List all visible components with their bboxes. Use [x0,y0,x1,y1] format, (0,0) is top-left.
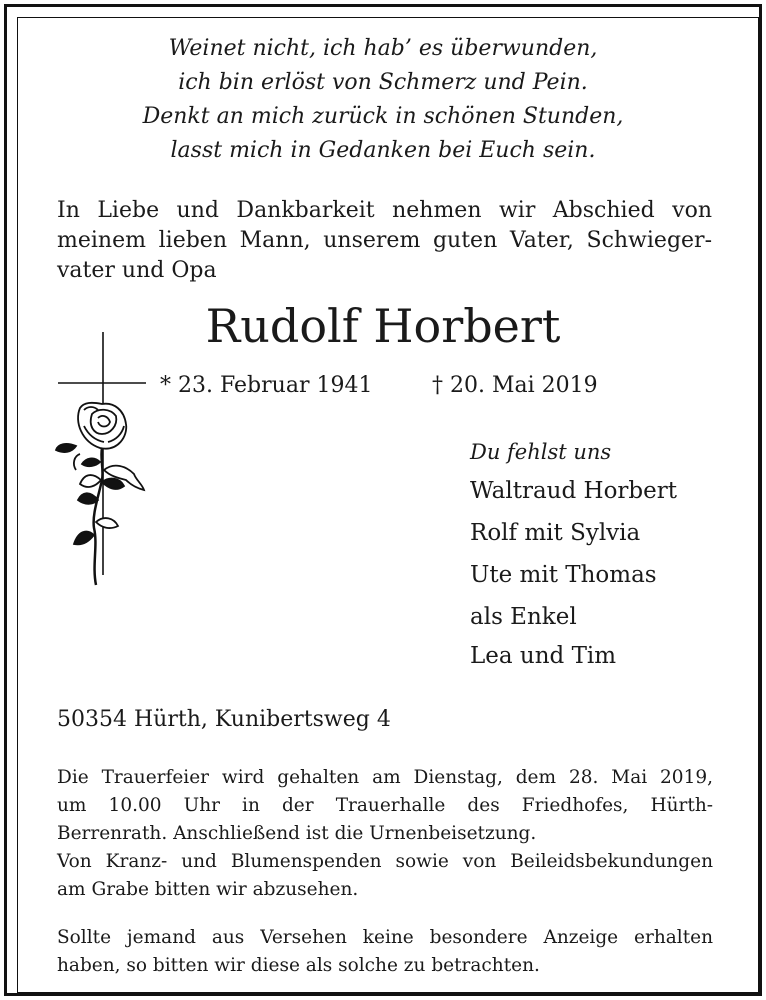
mourner-name: Rolf mit Sylvia [470,520,641,546]
death-date: † 20. Mai 2019 [432,373,598,398]
note-line: Sollte jemand aus Versehen keine besondere Anzeige erhalten [57,927,713,948]
intro-line: meinem lieben Mann, unserem guten Vater, Schwieger- [57,228,712,253]
mourner-name: als Enkel [470,604,577,630]
ceremony-line: Berrenrath. Anschließend ist die Urnenbeisetzung. [57,823,537,844]
mourners-lead: Du fehlst uns [470,440,612,464]
ceremony-line: am Grabe bitten wir abzusehen. [57,879,359,900]
memorial-verse [0,32,766,168]
rose-icon [56,403,144,585]
verse-line: lasst mich in Gedanken bei Euch sein. [170,138,596,163]
deceased-name: Rudolf Horbert [205,299,561,353]
note-line: haben, so bitten wir diese als solche zu betrachten. [57,955,540,976]
mourners-list [470,434,677,674]
ceremony-details [57,764,713,904]
mourner-name: Ute mit Thomas [470,562,657,588]
intro-line: In Liebe und Dankbarkeit nehmen wir Abschied von [57,198,712,223]
verse-line: Weinet nicht, ich hab’ es überwunden, [168,36,598,61]
mourner-name: Lea und Tim [470,643,617,669]
ceremony-line: um 10.00 Uhr in der Trauerhalle des Friedhofes, Hürth- [57,795,713,816]
intro-line: vater und Opa [57,258,217,283]
farewell-intro [57,196,712,286]
mourner-name: Waltraud Horbert [470,478,677,504]
verse-line: ich bin erlöst von Schmerz und Pein. [178,70,588,95]
verse-line: Denkt an mich zurück in schönen Stunden, [142,104,624,129]
cross-rose-illustration [44,330,154,595]
notice-note [57,924,713,980]
ceremony-line: Von Kranz- und Blumenspenden sowie von Beileidsbekundungen [57,851,713,872]
family-address: 50354 Hürth, Kunibertsweg 4 [57,707,391,732]
ceremony-line: Die Trauerfeier wird gehalten am Dienstag, dem 28. Mai 2019, [57,767,713,788]
birth-date: * 23. Februar 1941 [160,373,373,398]
